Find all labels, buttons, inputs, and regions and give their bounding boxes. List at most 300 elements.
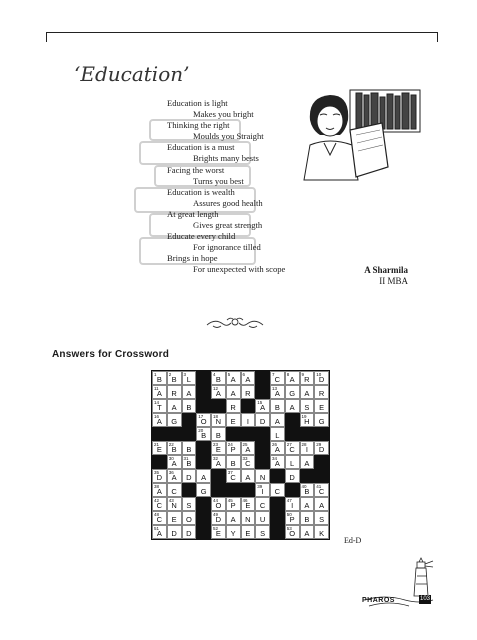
crossword-cell xyxy=(226,497,241,511)
crossword-letter: B xyxy=(186,445,192,454)
crossword-cell xyxy=(211,497,226,511)
crossword-cell xyxy=(226,399,241,413)
crossword-cell xyxy=(167,483,182,497)
poem-line: Education is a must xyxy=(167,142,235,153)
crossword-letter: O xyxy=(215,501,222,510)
crossword-cell xyxy=(152,385,167,399)
crossword-answers-heading: Answers for Crossword xyxy=(52,349,170,360)
crossword-letter: I xyxy=(291,501,294,510)
crossword-block-cell xyxy=(241,399,256,413)
crossword-block-cell xyxy=(314,455,329,469)
crossword-letter: N xyxy=(245,515,251,524)
crossword-clue-number: 36 xyxy=(168,470,174,475)
floral-divider-ornament xyxy=(205,316,265,330)
crossword-letter: G xyxy=(171,417,178,426)
crossword-cell xyxy=(211,385,226,399)
crossword-clue-number: 10 xyxy=(316,372,322,377)
crossword-cell xyxy=(152,525,167,539)
crossword-cell xyxy=(196,413,211,427)
crossword-block-cell xyxy=(211,399,226,413)
crossword-letter: B xyxy=(171,375,177,384)
crossword-clue-number: 44 xyxy=(213,498,219,503)
crossword-cell xyxy=(196,427,211,441)
crossword-block-cell xyxy=(226,427,241,441)
crossword-letter: D xyxy=(259,417,266,426)
crossword-clue-number: 48 xyxy=(154,512,160,517)
crossword-cell xyxy=(270,399,285,413)
crossword-letter: B xyxy=(171,445,177,454)
poem-line: Education is wealth xyxy=(167,186,235,197)
crossword-letter: E xyxy=(245,529,251,538)
poem-line: Moulds you Straight xyxy=(193,131,264,142)
crossword-clue-number: 39 xyxy=(257,484,263,489)
crossword-letter: T xyxy=(157,403,162,412)
crossword-block-cell xyxy=(270,497,285,511)
crossword-clue-number: 29 xyxy=(316,442,322,447)
crossword-letter: A xyxy=(274,389,280,398)
crossword-cell xyxy=(167,371,182,385)
crossword-block-cell xyxy=(226,483,241,497)
crossword-cell xyxy=(314,441,329,455)
crossword-letter: B xyxy=(186,459,192,468)
crossword-letter: E xyxy=(215,529,221,538)
crossword-clue-number: 45 xyxy=(227,498,233,503)
crossword-cell xyxy=(270,385,285,399)
crossword-letter: L xyxy=(275,431,280,440)
crossword-letter: O xyxy=(185,515,192,524)
crossword-cell xyxy=(211,371,226,385)
crossword-block-cell xyxy=(300,469,315,483)
crossword-letter: A xyxy=(304,529,310,538)
crossword-cell xyxy=(300,497,315,511)
crossword-block-cell xyxy=(285,413,300,427)
crossword-cell xyxy=(226,413,241,427)
crossword-cell xyxy=(314,413,329,427)
crossword-block-cell xyxy=(211,469,226,483)
crossword-cell xyxy=(182,371,197,385)
crossword-clue-number: 28 xyxy=(301,442,307,447)
crossword-letter: R xyxy=(318,389,325,398)
crossword-letter: A xyxy=(215,389,221,398)
crossword-letter: P xyxy=(230,501,236,510)
crossword-clue-number: 26 xyxy=(272,442,278,447)
crossword-block-cell xyxy=(285,483,300,497)
crossword-letter: S xyxy=(319,515,325,524)
crossword-cell xyxy=(300,511,315,525)
crossword-clue-number: 53 xyxy=(286,526,292,531)
crossword-block-cell xyxy=(314,427,329,441)
crossword-cell xyxy=(270,371,285,385)
crossword-cell xyxy=(314,371,329,385)
crossword-block-cell xyxy=(211,483,226,497)
crossword-block-cell xyxy=(196,371,211,385)
crossword-letter: B xyxy=(215,375,221,384)
crossword-cell xyxy=(196,469,211,483)
crossword-block-cell xyxy=(196,385,211,399)
crossword-letter: D xyxy=(318,445,325,454)
crossword-letter: A xyxy=(230,515,236,524)
crossword-block-cell xyxy=(270,469,285,483)
crossword-cell xyxy=(152,497,167,511)
crossword-clue-number: 42 xyxy=(154,498,160,503)
crossword-letter: A xyxy=(186,389,192,398)
crossword-letter: R xyxy=(230,403,236,412)
crossword-letter: D xyxy=(215,515,222,524)
crossword-cell xyxy=(182,525,197,539)
crossword-block-cell xyxy=(285,427,300,441)
crossword-letter: S xyxy=(186,501,192,510)
crossword-letter: B xyxy=(215,431,221,440)
crossword-letter: P xyxy=(230,445,236,454)
crossword-clue-number: 11 xyxy=(154,386,159,391)
poem-line: Turns you best xyxy=(193,175,244,186)
poem-line: Makes you bright xyxy=(193,109,254,120)
crossword-clue-number: 21 xyxy=(154,442,160,447)
crossword-letter: A xyxy=(230,375,236,384)
crossword-cell xyxy=(211,511,226,525)
woman-reading-book-illustration xyxy=(290,85,430,185)
crossword-clue-number: 31 xyxy=(183,456,189,461)
crossword-clue-number: 32 xyxy=(213,456,219,461)
crossword-cell xyxy=(255,511,270,525)
crossword-block-cell xyxy=(182,483,197,497)
crossword-letter: S xyxy=(260,529,266,538)
crossword-letter: B xyxy=(274,403,280,412)
crossword-block-cell xyxy=(152,427,167,441)
crossword-letter: B xyxy=(230,459,236,468)
crossword-cell xyxy=(285,525,300,539)
crossword-letter: D xyxy=(171,529,177,538)
crossword-cell xyxy=(211,455,226,469)
crossword-letter: A xyxy=(201,473,207,482)
crossword-clue-number: 40 xyxy=(301,484,307,489)
poem-line: Educate every child xyxy=(167,231,236,242)
crossword-clue-number: 47 xyxy=(286,498,292,503)
crossword-cell xyxy=(241,441,256,455)
crossword-cell xyxy=(285,385,300,399)
crossword-cell xyxy=(270,427,285,441)
page-frame-top-rule xyxy=(46,32,437,33)
crossword-cell xyxy=(300,371,315,385)
crossword-cell xyxy=(226,455,241,469)
crossword-letter: A xyxy=(289,375,295,384)
crossword-letter: A xyxy=(245,473,251,482)
crossword-cell xyxy=(314,483,329,497)
crossword-clue-number: 5 xyxy=(227,372,231,377)
crossword-cell xyxy=(226,441,241,455)
crossword-letter: A xyxy=(245,375,251,384)
crossword-cell xyxy=(270,441,285,455)
crossword-clue-number: 23 xyxy=(213,442,219,447)
crossword-block-cell xyxy=(255,385,270,399)
crossword-cell xyxy=(314,511,329,525)
crossword-cell xyxy=(300,399,315,413)
crossword-letter: B xyxy=(186,403,192,412)
crossword-cell xyxy=(285,455,300,469)
crossword-clue-number: 13 xyxy=(272,386,278,391)
crossword-letter: A xyxy=(156,529,162,538)
crossword-cell xyxy=(182,455,197,469)
crossword-letter: G xyxy=(200,487,207,496)
poem-line: Facing the worst xyxy=(167,164,225,175)
crossword-letter: K xyxy=(319,529,325,538)
crossword-clue-number: 3 xyxy=(183,372,187,377)
crossword-letter: A xyxy=(304,459,310,468)
crossword-clue-number: 27 xyxy=(286,442,292,447)
crossword-cell xyxy=(182,399,197,413)
crossword-cell xyxy=(314,399,329,413)
poem-line: At great length xyxy=(167,208,219,219)
crossword-block-cell xyxy=(152,455,167,469)
crossword-clue-number: 24 xyxy=(227,442,233,447)
crossword-cell xyxy=(167,385,182,399)
crossword-cell xyxy=(285,399,300,413)
crossword-cell xyxy=(241,525,256,539)
crossword-letter: R xyxy=(304,375,310,384)
crossword-letter: Y xyxy=(230,529,236,538)
crossword-letter: L xyxy=(186,375,191,384)
crossword-cell xyxy=(167,441,182,455)
crossword-clue-number: 4 xyxy=(213,372,216,377)
crossword-letter: E xyxy=(171,515,177,524)
crossword-letter: A xyxy=(156,487,162,496)
crossword-cell xyxy=(196,483,211,497)
crossword-block-cell xyxy=(167,427,182,441)
poem-text xyxy=(167,98,307,276)
crossword-cell xyxy=(270,413,285,427)
crossword-clue-number: 43 xyxy=(168,498,174,503)
crossword-clue-number: 33 xyxy=(242,456,248,461)
crossword-cell xyxy=(300,385,315,399)
crossword-cell xyxy=(182,511,197,525)
crossword-clue-number: 15 xyxy=(257,400,263,405)
crossword-cell xyxy=(152,371,167,385)
crossword-cell xyxy=(167,525,182,539)
crossword-cell xyxy=(270,483,285,497)
crossword-letter: D xyxy=(186,473,192,482)
crossword-letter: A xyxy=(156,389,162,398)
crossword-clue-number: 8 xyxy=(286,372,290,377)
crossword-cell xyxy=(270,455,285,469)
crossword-cell xyxy=(152,399,167,413)
crossword-cell xyxy=(226,385,241,399)
crossword-block-cell xyxy=(196,497,211,511)
crossword-cell xyxy=(241,469,256,483)
crossword-letter: B xyxy=(304,515,310,524)
crossword-letter: S xyxy=(304,403,310,412)
crossword-letter: I xyxy=(261,487,264,496)
crossword-cell xyxy=(300,441,315,455)
crossword-letter: C xyxy=(318,487,325,496)
crossword-cell xyxy=(255,399,270,413)
crossword-clue-number: 1 xyxy=(154,372,157,377)
crossword-letter: I xyxy=(305,445,308,454)
crossword-clue-number: 12 xyxy=(213,386,219,391)
crossword-cell xyxy=(285,511,300,525)
poem-line: Thinking the right xyxy=(167,120,230,131)
crossword-cell xyxy=(226,371,241,385)
author-credit xyxy=(340,265,408,287)
pharos-logo-text: PHAROS xyxy=(362,597,395,604)
crossword-clue-number: 35 xyxy=(154,470,160,475)
crossword-letter: A xyxy=(274,417,280,426)
crossword-cell xyxy=(241,455,256,469)
crossword-clue-number: 22 xyxy=(168,442,174,447)
crossword-cell xyxy=(314,385,329,399)
crossword-cell xyxy=(241,497,256,511)
crossword-cell xyxy=(300,413,315,427)
crossword-letter: D xyxy=(289,473,295,482)
crossword-block-cell xyxy=(300,427,315,441)
crossword-block-cell xyxy=(255,371,270,385)
crossword-block-cell xyxy=(182,413,197,427)
crossword-letter: A xyxy=(289,403,295,412)
crossword-letter: O xyxy=(200,417,207,426)
crossword-cell xyxy=(255,497,270,511)
crossword-letter: A xyxy=(274,445,280,454)
poem-line: Assures good health xyxy=(193,197,263,208)
crossword-letter: A xyxy=(230,389,236,398)
poem-line: Brings in hope xyxy=(167,253,218,264)
crossword-clue-number: 18 xyxy=(213,414,219,419)
crossword-block-cell xyxy=(196,441,211,455)
page-number: 103 xyxy=(419,596,430,602)
crossword-block-cell xyxy=(182,427,197,441)
crossword-letter: A xyxy=(156,417,162,426)
crossword-cell xyxy=(211,413,226,427)
crossword-letter: E xyxy=(215,445,221,454)
crossword-letter: B xyxy=(201,431,207,440)
crossword-cell xyxy=(241,511,256,525)
crossword-clue-number: 50 xyxy=(286,512,292,517)
crossword-clue-number: 52 xyxy=(213,526,219,531)
crossword-cell xyxy=(152,511,167,525)
crossword-letter: D xyxy=(156,473,163,482)
crossword-clue-number: 46 xyxy=(242,498,248,503)
crossword-cell xyxy=(167,497,182,511)
poem-line: Brights many bests xyxy=(193,153,259,164)
crossword-letter: E xyxy=(156,445,162,454)
crossword-cell xyxy=(285,469,300,483)
crossword-letter: A xyxy=(274,459,280,468)
crossword-block-cell xyxy=(255,427,270,441)
author-class: II MBA xyxy=(379,276,408,286)
page-frame-left-rule xyxy=(46,32,47,42)
crossword-clue-number: 41 xyxy=(316,484,322,489)
crossword-letter: C xyxy=(274,487,281,496)
crossword-clue-number: 14 xyxy=(154,400,160,405)
crossword-cell xyxy=(300,483,315,497)
crossword-block-cell xyxy=(270,511,285,525)
crossword-block-cell xyxy=(196,399,211,413)
crossword-letter: B xyxy=(156,375,162,384)
crossword-clue-number: 16 xyxy=(154,414,160,419)
author-name: A Sharmila xyxy=(364,265,408,275)
crossword-clue-number: 2 xyxy=(168,372,172,377)
crossword-letter: A xyxy=(319,501,325,510)
crossword-clue-number: 51 xyxy=(154,526,160,531)
crossword-letter: E xyxy=(319,403,325,412)
poem-line: For unexpected with scope xyxy=(193,264,286,275)
crossword-letter: R xyxy=(171,389,177,398)
crossword-cell xyxy=(167,399,182,413)
crossword-block-cell xyxy=(196,525,211,539)
crossword-letter: C xyxy=(259,501,266,510)
crossword-letter: G xyxy=(289,389,296,398)
crossword-letter: D xyxy=(318,375,325,384)
poem-line: For ignorance tilled xyxy=(193,242,261,253)
crossword-letter: O xyxy=(289,529,296,538)
crossword-block-cell xyxy=(314,469,329,483)
crossword-letter: C xyxy=(289,445,295,454)
crossword-cell xyxy=(152,469,167,483)
crossword-cell xyxy=(152,441,167,455)
crossword-cell xyxy=(167,511,182,525)
crossword-letter: A xyxy=(245,445,251,454)
crossword-cell xyxy=(211,427,226,441)
crossword-letter: U xyxy=(259,515,266,524)
crossword-letter: B xyxy=(304,487,310,496)
crossword-letter: C xyxy=(171,487,177,496)
crossword-letter: A xyxy=(171,403,177,412)
crossword-answer-grid xyxy=(151,370,330,540)
crossword-cell xyxy=(314,497,329,511)
poem-title: ‘Education’ xyxy=(74,62,190,86)
crossword-letter: A xyxy=(171,473,177,482)
crossword-letter: A xyxy=(215,459,221,468)
crossword-clue-number: 25 xyxy=(242,442,248,447)
crossword-cell xyxy=(241,371,256,385)
crossword-cell xyxy=(167,455,182,469)
crossword-cell xyxy=(255,469,270,483)
crossword-cell xyxy=(300,455,315,469)
crossword-letter: G xyxy=(318,417,325,426)
poem-line: Education is light xyxy=(167,98,228,108)
crossword-letter: N xyxy=(215,417,222,426)
crossword-cell xyxy=(255,525,270,539)
crossword-cell xyxy=(211,525,226,539)
crossword-cell xyxy=(300,525,315,539)
crossword-block-cell xyxy=(270,525,285,539)
crossword-letter: I xyxy=(246,417,249,426)
crossword-clue-number: 34 xyxy=(272,456,278,461)
crossword-letter: A xyxy=(304,501,310,510)
crossword-letter: D xyxy=(186,529,192,538)
crossword-block-cell xyxy=(196,511,211,525)
crossword-clue-number: 9 xyxy=(301,372,305,377)
crossword-letter: N xyxy=(259,473,266,482)
crossword-block-cell xyxy=(241,483,256,497)
crossword-letter: H xyxy=(304,417,310,426)
crossword-cell xyxy=(182,385,197,399)
crossword-letter: A xyxy=(260,403,266,412)
crossword-letter: C xyxy=(156,501,163,510)
crossword-letter: C xyxy=(274,375,281,384)
crossword-clue-number: 17 xyxy=(198,414,204,419)
crossword-clue-number: 38 xyxy=(154,484,160,489)
crossword-cell xyxy=(182,497,197,511)
crossword-letter: R xyxy=(245,389,251,398)
crossword-letter: P xyxy=(289,515,295,524)
crossword-block-cell xyxy=(196,455,211,469)
crossword-cell xyxy=(182,469,197,483)
crossword-letter: C xyxy=(156,515,163,524)
crossword-block-cell xyxy=(241,427,256,441)
crossword-clue-number: 7 xyxy=(272,372,275,377)
page-frame-right-rule xyxy=(437,32,438,42)
crossword-clue-number: 6 xyxy=(242,372,246,377)
crossword-clue-number: 37 xyxy=(227,470,233,475)
